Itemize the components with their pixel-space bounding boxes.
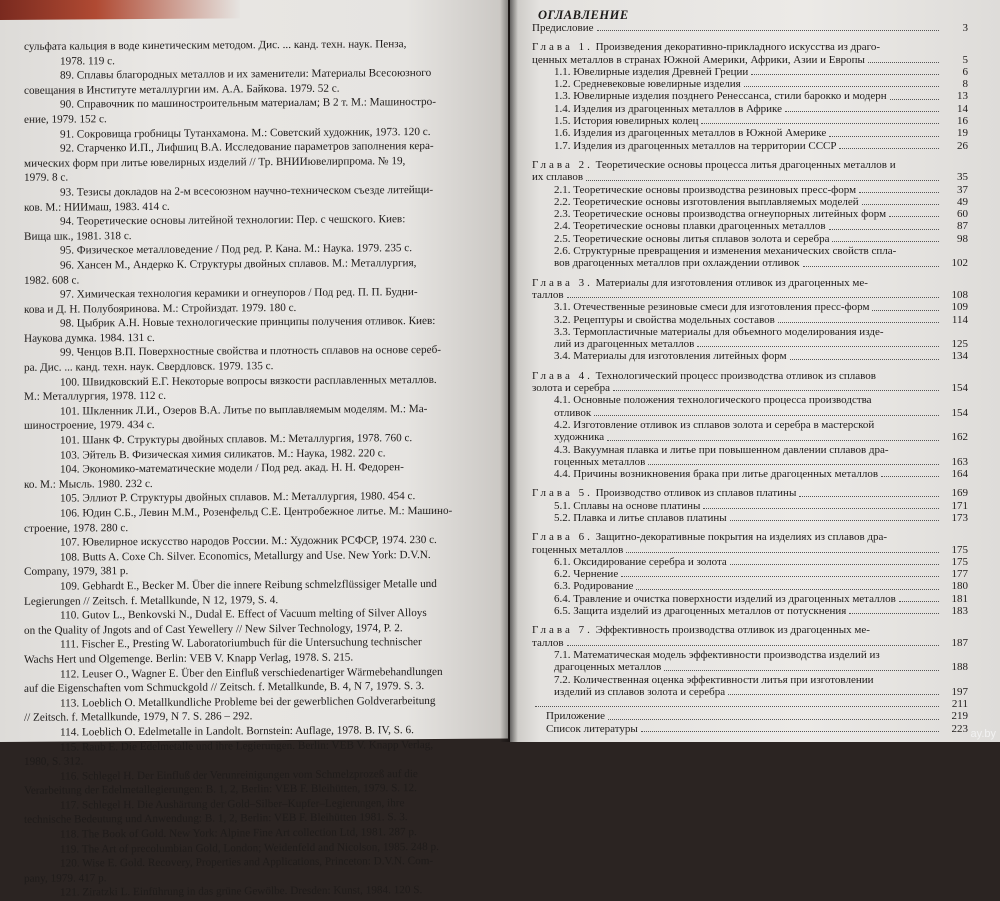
dot-leader: [849, 613, 939, 614]
dot-leader: [803, 266, 940, 267]
toc-section: [532, 103, 968, 115]
bibliography-line: Legierungen // Zeitsch. f. Metallkunde, N 12, 1979, S. 4.: [24, 593, 279, 608]
chapter-heading-text: [532, 277, 868, 289]
toc-section-page: 134: [951, 350, 968, 363]
bibliography-line: 94. Теоретические основы литейной технологии: Пер. с чешского. Киев:: [60, 213, 406, 228]
chapter-heading-line: [532, 382, 968, 394]
toc-section: [532, 314, 968, 326]
dot-leader: [829, 136, 939, 137]
toc-section-label: 5.2. Плавка и литье сплавов платины: [554, 511, 727, 524]
chapter-page: 169: [951, 487, 968, 500]
toc-section: [532, 233, 968, 245]
dot-leader: [832, 241, 939, 242]
dot-leader: [648, 464, 939, 465]
bibliography-line: Company, 1979, 381 p.: [24, 565, 129, 579]
dot-leader: [899, 601, 939, 602]
toc-chapter: [532, 277, 968, 363]
bibliography-line: 116. Schlegel H. Der Einfluß der Verunreinigungen vom Schmelzprozeß auf die: [60, 767, 418, 783]
dot-leader: [839, 148, 939, 149]
toc-section: [532, 593, 968, 605]
toc-section-line: 7.1. Математическая модель эффективности производства изделий из: [554, 648, 880, 661]
dot-leader: [608, 719, 939, 720]
chapter-heading-line: [532, 54, 968, 66]
toc-chapter: [532, 487, 968, 524]
chapter-heading-line: [532, 531, 968, 543]
toc-section-page: 183: [951, 605, 968, 618]
dot-leader: [535, 706, 939, 707]
dot-leader: [597, 30, 940, 31]
cover-edge: [0, 0, 240, 20]
toc-section-page: 197: [951, 685, 968, 698]
chapter-title: таллов: [532, 288, 564, 301]
bibliography-line: Wachs Hert und Olgemenge. Berlin: VEB V. Knapp Verlag, 1978. S. 215.: [24, 651, 354, 666]
toc-section-page: 102: [951, 257, 968, 270]
toc-section-line: 4.2. Изготовление отливок из сплавов золота и серебра в мастерской: [554, 418, 875, 431]
dot-leader: [621, 576, 939, 577]
toc-bibliography-label: Список литературы: [546, 722, 638, 735]
toc-preface-label: Предисловие: [532, 22, 594, 34]
toc-chapter: [532, 159, 968, 270]
toc-section-page: 125: [951, 338, 968, 351]
toc-bibliography: [532, 723, 968, 735]
chapter-number: Глава 1.: [532, 41, 593, 54]
toc-section-line: 4.3. Вакуумная плавка и литье при повышенном давлении сплавов дра-: [554, 443, 889, 456]
toc-section-label: 3.4. Материалы для изготовления литейных форм: [554, 350, 787, 363]
bibliography-line: кова и Д. Н. Полубояринова. М.: Стройиздат. 1979. 180 с.: [24, 301, 297, 316]
book-gutter: [500, 0, 518, 742]
bibliography-line: 89. Сплавы благородных металлов и их заменители: Материалы Всесоюзного: [60, 67, 432, 82]
toc-section: [532, 407, 968, 419]
toc-section-label: 2.2. Теоретические основы изготовления выплавляемых моделей: [554, 195, 859, 208]
bibliography-line: 111. Fischer E., Presting W. Laboratoriumbuch für die Untersuchung technischer: [60, 636, 422, 651]
toc-section: [532, 257, 968, 269]
toc-section-line: 2.6. Структурные превращения и изменения механических свойств спла-: [554, 245, 897, 258]
bibliography-line: ков. М.: НИИмаш, 1983. 414 с.: [24, 200, 170, 214]
chapter-number: Глава 4.: [532, 369, 593, 382]
chapter-title: таллов: [532, 636, 564, 649]
chapter-heading-text: [532, 487, 796, 499]
bibliography-line: 110. Gutov L., Benkovski N., Dudal E. Effect of Vacuum melting of Silver Alloys: [60, 607, 427, 622]
toc-section-page: 188: [951, 661, 968, 674]
chapter-heading-text: [532, 159, 896, 171]
bibliography-line: шиностроение, 1979. 434 с.: [24, 419, 155, 433]
toc-section-label: 2.4. Теоретические основы плавки драгоценных металлов: [554, 220, 826, 233]
bibliography-line: 98. Цыбрик А.Н. Новые технологические принципы получения отливок. Киев:: [60, 315, 436, 330]
chapter-heading-text: [532, 54, 865, 66]
chapter-title: Производство отливок из сплавов платины: [595, 487, 797, 500]
toc-section-cont: изделий из сплавов золота и серебра: [554, 685, 726, 698]
bibliography-line: 1979. 8 с.: [24, 171, 69, 185]
toc-section-label: 3.1. Отечественные резиновые смеси для изготовления пресс-форм: [554, 301, 870, 314]
toc-section-label: 6.1. Оксидирование серебра и золота: [554, 555, 727, 568]
toc-section-page: 177: [951, 568, 968, 581]
bibliography-line: строение, 1978. 280 с.: [24, 521, 129, 535]
chapter-number: Глава 2.: [532, 158, 593, 171]
toc-section: [532, 468, 968, 480]
bibliography-line: 101. Шкленник Л.И., Озеров В.А. Литье по выплавляемым моделям. М.: Ма-: [60, 402, 428, 418]
bibliography-line: 95. Физическое металловедение / Под ред. Р. Кана. М.: Наука. 1979. 235 с.: [60, 242, 413, 257]
dot-leader: [751, 74, 939, 75]
dot-leader: [697, 346, 939, 347]
toc-extra-page-number: 211: [951, 698, 968, 711]
toc-section-label: 6.2. Чернение: [554, 568, 619, 581]
chapter-heading-line: [532, 624, 968, 636]
chapter-page: 108: [951, 288, 968, 301]
toc-section-cont: драгоценных металлов: [554, 661, 662, 674]
bibliography-line: 120. Wise E. Gold. Recovery, Properties and Applications, Princeton: D.V.N. Com-: [60, 855, 434, 870]
dot-leader: [862, 204, 939, 205]
toc-section-page: 171: [951, 499, 968, 512]
toc-section: [532, 456, 968, 468]
toc-section-page: 13: [957, 90, 968, 103]
toc-preface: [532, 22, 968, 34]
toc-section-page: 175: [951, 555, 968, 568]
toc-section-page: 26: [957, 139, 968, 152]
dot-leader: [890, 99, 939, 100]
chapter-heading-line: [532, 171, 968, 183]
bibliography-line: 103. Эйтель В. Физическая химия силикатов. М.: Наука, 1982. 220 с.: [60, 446, 386, 462]
dot-leader: [567, 645, 939, 646]
dot-leader: [778, 322, 939, 323]
watermark: ay.by: [970, 728, 996, 740]
chapter-heading-text: [532, 289, 564, 301]
toc-section-page: 162: [951, 431, 968, 444]
toc-section-label: 1.2. Средневековые ювелирные изделия: [554, 78, 741, 91]
chapter-number: Глава 6.: [532, 531, 593, 544]
chapter-heading-text: [532, 382, 610, 394]
bibliography-line: 1982. 608 с.: [24, 273, 80, 287]
dot-leader: [881, 476, 939, 477]
chapter-heading-text: [532, 370, 876, 382]
toc-title: ОГЛАВЛЕНИЕ: [538, 8, 629, 22]
toc-section: [532, 220, 968, 232]
toc-section: [532, 127, 968, 139]
bibliography-line: 112. Leuser O., Wagner E. Über den Einfluß verschiedenartiger Wärmebehandlungen: [60, 665, 443, 681]
bibliography-line: 91. Сокровища гробницы Тутанхамона. М.: Советский художник, 1973. 120 с.: [60, 125, 431, 141]
bibliography-line: 109. Gebhardt E., Becker M. Über die innere Reibung schmelzflüssiger Metalle und: [60, 577, 437, 593]
bibliography-line: совещания в Институте металлургии им. А.А. Байкова. 1979. 52 с.: [24, 82, 340, 97]
toc-section-label: 5.1. Сплавы на основе платины: [554, 499, 701, 512]
toc-section-page: 98: [957, 232, 968, 245]
toc-appendix-page: 219: [951, 710, 968, 723]
chapter-title: Технологический процесс производства отливок из сплавов: [595, 369, 876, 382]
dot-leader: [785, 111, 939, 112]
bibliography-line: 97. Химическая технология керамики и огнеупоров / Под ред. П. П. Будни-: [60, 286, 418, 301]
bibliography-line: Наукова думка. 1984. 131 с.: [24, 331, 155, 345]
bibliography-line: 115. Raub E. Die Edelmetalle und ihre Legierungen. Berlin: VEB V. Knapp Verlag,: [60, 738, 434, 754]
bibliography-line: 104. Экономико-математические модели / Под ред. акад. Н. Н. Федорен-: [60, 461, 404, 476]
toc-section: [532, 500, 968, 512]
toc-section: [532, 196, 968, 208]
bibliography-line: Verarbeitung der Edelmetallegierungen: B. 1, 2, Berlin: VEB F. Bleihütten, 1979. S. 12.: [24, 782, 417, 798]
chapter-page: 154: [951, 382, 968, 395]
toc-section-label: 1.4. Изделия из драгоценных металлов в Африке: [554, 102, 783, 115]
toc-section: [532, 605, 968, 617]
bibliography-line: 92. Старченко И.П., Лифшиц В.А. Исследование параметров заполнения кера-: [60, 140, 434, 155]
toc-section: [532, 140, 968, 152]
chapter-heading-line: [532, 487, 968, 499]
toc-section-label: 2.3. Теоретические основы производства огнеупорных литейных форм: [554, 208, 887, 221]
toc-section-page: 114: [951, 313, 968, 326]
toc-section: [532, 350, 968, 362]
bibliography-line: 1978. 119 с.: [60, 54, 115, 68]
toc-section-cont: отливок: [554, 406, 592, 419]
chapter-number: Глава 3.: [532, 276, 593, 289]
bibliography-line: 1980, S. 312.: [24, 755, 84, 768]
toc-appendix: [532, 710, 968, 722]
bibliography-line: 105. Эллиот Р. Структуры двойных сплавов. М.: Металлургия, 1980. 454 с.: [60, 490, 416, 505]
chapter-number: Глава 7.: [532, 624, 593, 637]
bibliography-line: ение, 1979. 152 с.: [24, 113, 107, 126]
toc-section-line: 4.1. Основные положения технологического процесса производства: [554, 394, 872, 407]
bibliography-line: 93. Тезисы докладов на 2-м всесоюзном научно-техническом съезде литейщи-: [60, 183, 434, 199]
toc-section-label: 4.4. Причины возникновения брака при литье драгоценных металлов: [554, 468, 879, 481]
chapter-heading-text: [532, 171, 583, 183]
toc-section-line: 7.2. Количественная оценка эффективности литья при изготовлении: [554, 673, 874, 686]
dot-leader: [586, 180, 939, 181]
toc-section: [532, 78, 968, 90]
chapter-page: 175: [951, 543, 968, 556]
dot-leader: [829, 229, 939, 230]
toc-section-label: 2.5. Теоретические основы литья сплавов золота и серебра: [554, 232, 830, 245]
chapter-page: 35: [957, 171, 968, 184]
chapter-heading-line: [532, 289, 968, 301]
dot-leader: [664, 670, 939, 671]
toc-section-page: 164: [951, 468, 968, 481]
dot-leader: [730, 564, 939, 565]
bibliography-line: мических форм при литье ювелирных изделий // Тр. ВНИИювелирпрома. № 19,: [24, 154, 406, 170]
dot-leader: [872, 310, 939, 311]
toc-section-label: 1.3. Ювелирные изделия позднего Ренессанса, стили барокко и модерн: [554, 90, 887, 103]
bibliography-line: // Zeitsch. f. Metallkunde, 1979, N 7. S. 286 – 292.: [24, 710, 253, 725]
toc-section-cont: художника: [554, 431, 605, 444]
toc-section-page: 173: [951, 511, 968, 524]
toc-bibliography-page: 223: [951, 722, 968, 735]
bibliography-line: pany, 1979. 417 p.: [24, 872, 107, 885]
bibliography-line: 114. Loeblich O. Edelmetalle in Landolt. Bornstein: Auflage, 1978. B. IV, S. 6.: [60, 724, 414, 739]
chapter-heading-line: [532, 637, 968, 649]
toc-chapter: [532, 624, 968, 698]
toc-section-page: 19: [957, 127, 968, 140]
bibliography-line: auf die Eigenschaften vom Schmuckgold // Zeitsch. f. Metallkunde, B. 4, N 7, 1979. S. 3.: [24, 680, 425, 695]
toc-section-label: 1.1. Ювелирные изделия Древней Греции: [554, 65, 749, 78]
dot-leader: [626, 552, 939, 553]
toc-section-page: 87: [957, 220, 968, 233]
toc-section-label: 3.2. Рецептуры и свойства модельных составов: [554, 313, 775, 326]
toc-section-page: 163: [951, 455, 968, 468]
toc-section-label: 6.3. Родирование: [554, 580, 634, 593]
dot-leader: [567, 297, 939, 298]
chapter-page: 187: [951, 636, 968, 649]
bibliography-line: 107. Ювелирное искусство народов России. М.: Художник РСФСР, 1974. 230 с.: [60, 534, 437, 549]
dot-leader: [799, 496, 939, 497]
toc-section-page: 37: [957, 183, 968, 196]
dot-leader: [859, 192, 939, 193]
toc-section-label: 1.6. Изделия из драгоценных металлов в Южной Америке: [554, 127, 827, 140]
toc-section-page: 6: [962, 65, 968, 78]
toc-section: [532, 512, 968, 524]
toc-section: [532, 301, 968, 313]
toc-section-label: 1.5. История ювелирных колец: [554, 115, 699, 128]
bibliography-line: 101. Шанк Ф. Структуры двойных сплавов. М.: Металлургия, 1978. 760 с.: [60, 432, 413, 447]
toc-section-page: 14: [957, 102, 968, 115]
toc-section-page: 8: [962, 78, 968, 91]
bibliography-line: 100. Швидковский Е.Г. Некоторые вопросы вязкости расплавленных металлов.: [60, 373, 437, 389]
bibliography-line: 117. Schlegel H. Die Aushärtung der Gold–Silber–Kupfer–Legierungen, ihre: [60, 797, 405, 812]
dot-leader: [636, 589, 939, 590]
chapter-heading-text: [532, 544, 623, 556]
dot-leader: [744, 86, 939, 87]
dot-leader: [703, 508, 939, 509]
chapter-title: гоценных металлов: [532, 543, 624, 556]
toc-section-label: 1.7. Изделия из драгоценных металлов на территории СССР: [554, 139, 837, 152]
chapter-title: ценных металлов в странах Южной Америки, Африки, Азии и Европы: [532, 53, 865, 66]
chapter-title: золота и серебра: [532, 382, 610, 395]
toc-section-page: 49: [957, 195, 968, 208]
toc-section: [532, 568, 968, 580]
toc-section-cont: лий из драгоценных металлов: [554, 338, 695, 351]
bibliography-line: 118. The Book of Gold. New York: Alpine Fine Art collection Ltd, 1981. 287 p.: [60, 826, 417, 841]
toc-preface-page: 3: [962, 22, 968, 34]
toc-section: [532, 115, 968, 127]
toc-chapter: [532, 531, 968, 617]
chapter-number: Глава 5.: [532, 487, 593, 500]
bibliography-line: 108. Butts A. Coxe Ch. Silver. Economics, Metallurgy and Use. New York: D.V.N.: [60, 548, 431, 564]
chapter-title: Материалы для изготовления отливок из драгоценных ме-: [595, 276, 868, 289]
toc-section: [532, 556, 968, 568]
toc-section: [532, 208, 968, 220]
bibliography-line: 90. Справочник по машиностроительным материалам; В 2 т. М.: Машиностро-: [60, 96, 436, 111]
table-of-contents: [532, 22, 968, 735]
bibliography-list: [24, 37, 474, 901]
dot-leader: [730, 520, 939, 521]
chapter-heading-line: [532, 41, 968, 53]
dot-leader: [641, 731, 939, 732]
toc-chapter: [532, 370, 968, 481]
bibliography-line: 106. Юдин С.Б., Левин М.М., Розенфельд С.Е. Центробежное литье. М.: Машино-: [60, 504, 453, 520]
chapter-title: Эффективность производства отливок из драгоценных ме-: [595, 624, 870, 637]
toc-section-page: 60: [957, 208, 968, 221]
toc-section-page: 154: [951, 406, 968, 419]
bibliography-line: Вища шк., 1981. 318 с.: [24, 229, 132, 243]
dot-leader: [594, 415, 939, 416]
toc-section: [532, 90, 968, 102]
chapter-heading-text: [532, 41, 880, 53]
bibliography-line: technische Bedeutung und Anwendung: B. 1, 2, Berlin: VEB F. Bleihütten 1981. S. 3.: [24, 811, 408, 827]
toc-section: [532, 184, 968, 196]
bibliography-line: сульфата кальция в воде кинетическим методом. Дис. ... канд. техн. наук. Пенза,: [24, 38, 407, 53]
toc-section-label: 6.5. Защита изделий из драгоценных металлов от потускнения: [554, 605, 847, 618]
toc-section-page: 180: [951, 580, 968, 593]
chapter-heading-line: [532, 370, 968, 382]
chapter-heading-text: [532, 637, 564, 649]
toc-section-label: 2.1. Теоретические основы производства резиновых пресс-форм: [554, 183, 857, 196]
chapter-heading-text: [532, 624, 870, 636]
dot-leader: [790, 359, 939, 360]
chapter-heading-line: [532, 159, 968, 171]
bibliography-line: ко. М.: Мысль. 1980. 232 с.: [24, 477, 153, 491]
chapter-title: Произведения декоративно-прикладного искусства из драго-: [595, 41, 881, 54]
toc-section-page: 16: [957, 115, 968, 128]
bibliography-line: 99. Ченцов В.П. Поверхностные свойства и плотность сплавов на основе сереб-: [60, 344, 441, 360]
toc-section: [532, 338, 968, 350]
dot-leader: [889, 216, 939, 217]
toc-section-cont: вов драгоценных металлов при охлаждении отливок: [554, 257, 800, 270]
toc-section: [532, 686, 968, 698]
bibliography-line: М.: Металлургия, 1978. 112 с.: [24, 390, 167, 404]
toc-section-label: 6.4. Травление и очистка поверхности изделий из драгоценных металлов: [554, 592, 896, 605]
chapter-page: 5: [962, 53, 968, 66]
bibliography-line: on the Quality of Jngots and of Cast Yewellery // New Silver Technology, 1974, P. 2.: [24, 621, 403, 637]
chapter-title: их сплавов: [532, 171, 584, 184]
chapter-heading-line: [532, 277, 968, 289]
dot-leader: [728, 694, 939, 695]
toc-section: [532, 431, 968, 443]
toc-section: [532, 66, 968, 78]
toc-section: [532, 580, 968, 592]
chapter-title: Защитно-декоративные покрытия на изделиях из сплавов дра-: [595, 531, 888, 544]
dot-leader: [701, 123, 939, 124]
bibliography-line: 119. The Art of precolumbian Gold, London; Weidenfeld and Nicolson, 1985. 248 p.: [60, 840, 439, 856]
dot-leader: [613, 390, 939, 391]
toc-appendix-label: Приложение: [546, 710, 606, 723]
bibliography-line: 113. Loeblich O. Metallkundliche Probleme bei der gewerblichen Goldverarbeitung: [60, 694, 436, 710]
bibliography-line: 121. Ziratzki L. Einführung in das grüne Gewölbe. Dresden: Kunst, 1984. 120 S.: [60, 884, 423, 900]
toc-section-cont: гоценных металлов: [554, 455, 646, 468]
toc-chapter: [532, 41, 968, 152]
chapter-heading-line: [532, 544, 968, 556]
chapter-title: Теоретические основы процесса литья драгоценных металлов и: [595, 158, 896, 171]
dot-leader: [868, 62, 939, 63]
toc-section-page: 181: [951, 592, 968, 605]
toc-extra-page: [532, 698, 968, 710]
chapter-heading-text: [532, 531, 887, 543]
bibliography-line: 96. Хансен М., Андерко К. Структуры двойных сплавов. М.: Металлургия,: [60, 256, 417, 272]
toc-section-page: 109: [951, 301, 968, 314]
toc-section: [532, 661, 968, 673]
dot-leader: [607, 440, 939, 441]
toc-section-line: 3.3. Термопластичные материалы для объемного моделирования изде-: [554, 325, 884, 338]
bibliography-line: ра. Дис. ... канд. техн. наук. Свердловск. 1979. 135 с.: [24, 360, 274, 374]
